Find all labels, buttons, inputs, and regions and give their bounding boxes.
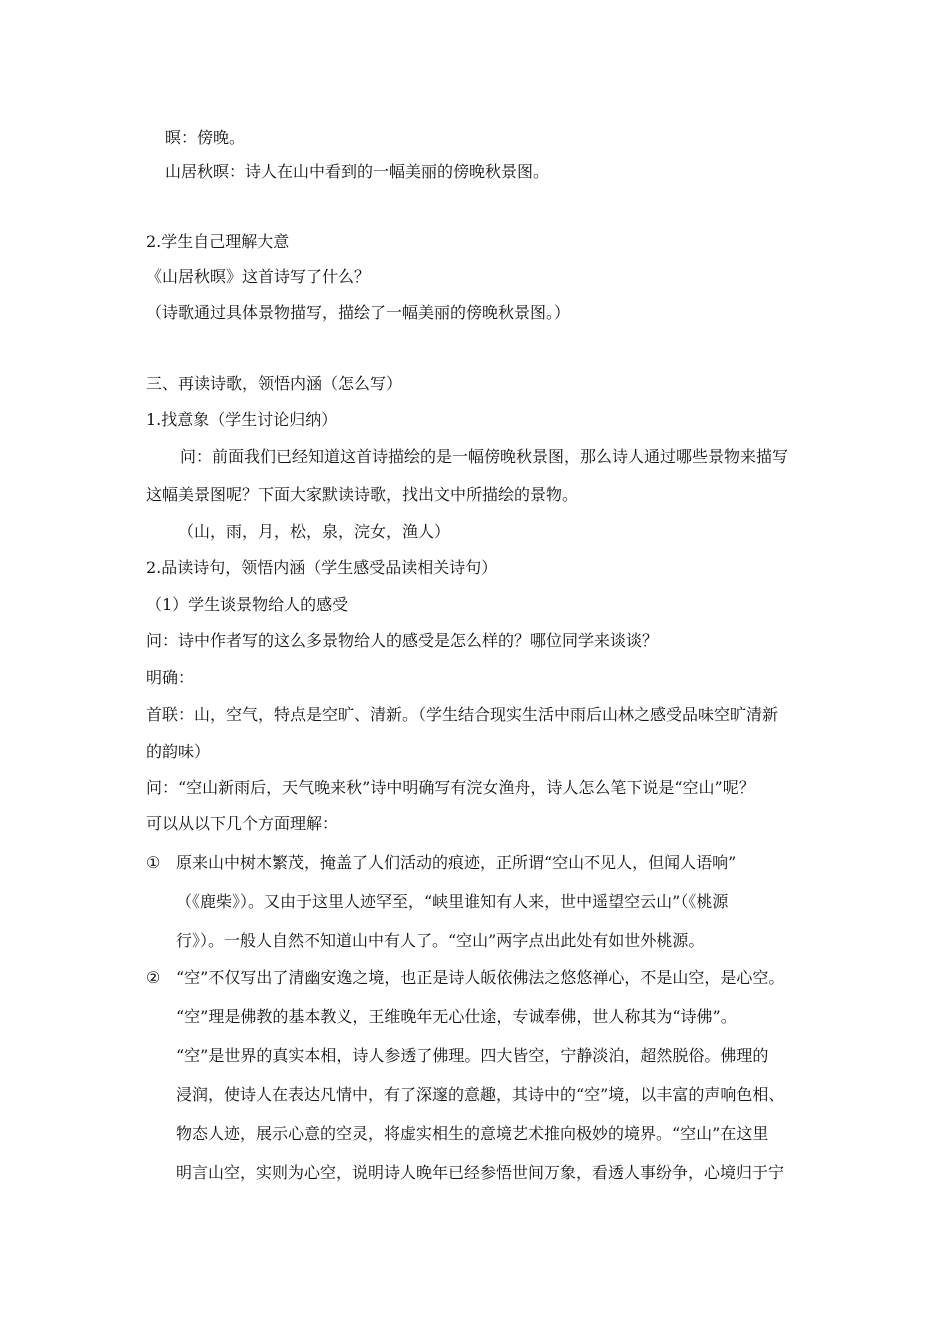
item1-question-line2: 这幅美景图呢？下面大家默读诗歌，找出文中所描绘的景物。 bbox=[146, 485, 579, 504]
bullet-line: （《鹿柴》）。又由于这里人迹罕至，“峡里谁知有人来，世中遥望空云山”（《桃源 bbox=[176, 892, 729, 911]
bullet-line: 原来山中树木繁茂，掩盖了人们活动的痕迹，正所谓“空山不见人，但闻人语响” bbox=[176, 853, 737, 872]
bullet-line: 物态人迹，展示心意的空灵，将虚实相生的意境艺术推向极妙的境界。“空山”在这里 bbox=[176, 1124, 769, 1143]
bullet-line: “空”理是佛教的基本教义，王维晚年无心仕途，专诚奉佛，世人称其为“诗佛”。 bbox=[176, 1007, 737, 1026]
bullet-line: “空”不仅写出了清幽安逸之境，也正是诗人皈依佛法之悠悠禅心，不是山空，是心空。 bbox=[176, 968, 785, 987]
item1-heading: 1.找意象（学生讨论归纳） bbox=[146, 410, 338, 429]
question-what-written: 《山居秋暝》这首诗写了什么？ bbox=[146, 267, 371, 286]
item1-answer: （山，雨，月，松，泉，浣女，渔人） bbox=[178, 522, 451, 541]
item1-question-line1: 问：前面我们已经知道这首诗描绘的是一幅傍晚秋景图，那么诗人通过哪些景物来描写 bbox=[180, 447, 789, 466]
title-meaning: 山居秋暝：诗人在山中看到的一幅美丽的傍晚秋景图。 bbox=[165, 162, 550, 181]
bullet-line: 浸润，使诗人在表达凡情中，有了深邃的意趣，其诗中的“空”境，以丰富的声响色相、 bbox=[176, 1085, 785, 1104]
section-heading-understand: 2.学生自己理解大意 bbox=[146, 232, 290, 251]
bullet-line: “空”是世界的真实本相，诗人参透了佛理。四大皆空，宁静淡泊，超然脱俗。佛理的 bbox=[176, 1046, 769, 1065]
section-heading-reread: 三、再读诗歌，领悟内涵（怎么写） bbox=[146, 374, 403, 393]
bullet-line: 行》）。一般人自然不知道山中有人了。“空山”两字点出此处有如世外桃源。 bbox=[176, 931, 705, 950]
bullet-marker: ② bbox=[146, 968, 161, 987]
answer-summary: （诗歌通过具体景物描写，描绘了一幅美丽的傍晚秋景图。） bbox=[146, 303, 571, 322]
item2-subheading: （1）学生谈景物给人的感受 bbox=[146, 595, 349, 614]
shoulian-line1: 首联：山，空气，特点是空旷、清新。（学生结合现实生活中雨后山林之感受品味空旷清新 bbox=[146, 705, 779, 724]
shoulian-line2: 的韵味） bbox=[146, 742, 211, 761]
bullet-marker: ① bbox=[146, 853, 161, 872]
kongshan-question: 问：“空山新雨后，天气晚来秋”诗中明确写有浣女渔舟，诗人怎么笔下说是“空山”呢？ bbox=[146, 778, 755, 797]
kongshan-intro: 可以从以下几个方面理解： bbox=[146, 814, 339, 833]
item2-heading: 2.品读诗句，领悟内涵（学生感受品读相关诗句） bbox=[146, 558, 498, 577]
ming-definition: 暝：傍晚。 bbox=[165, 128, 246, 147]
item2-question: 问：诗中作者写的这么多景物给人的感受是怎么样的？哪位同学来谈谈？ bbox=[146, 631, 659, 650]
mingque-label: 明确： bbox=[146, 668, 195, 687]
bullet-line: 明言山空，实则为心空，说明诗人晚年已经参悟世间万象，看透人事纷争，心境归于宁 bbox=[176, 1163, 785, 1182]
